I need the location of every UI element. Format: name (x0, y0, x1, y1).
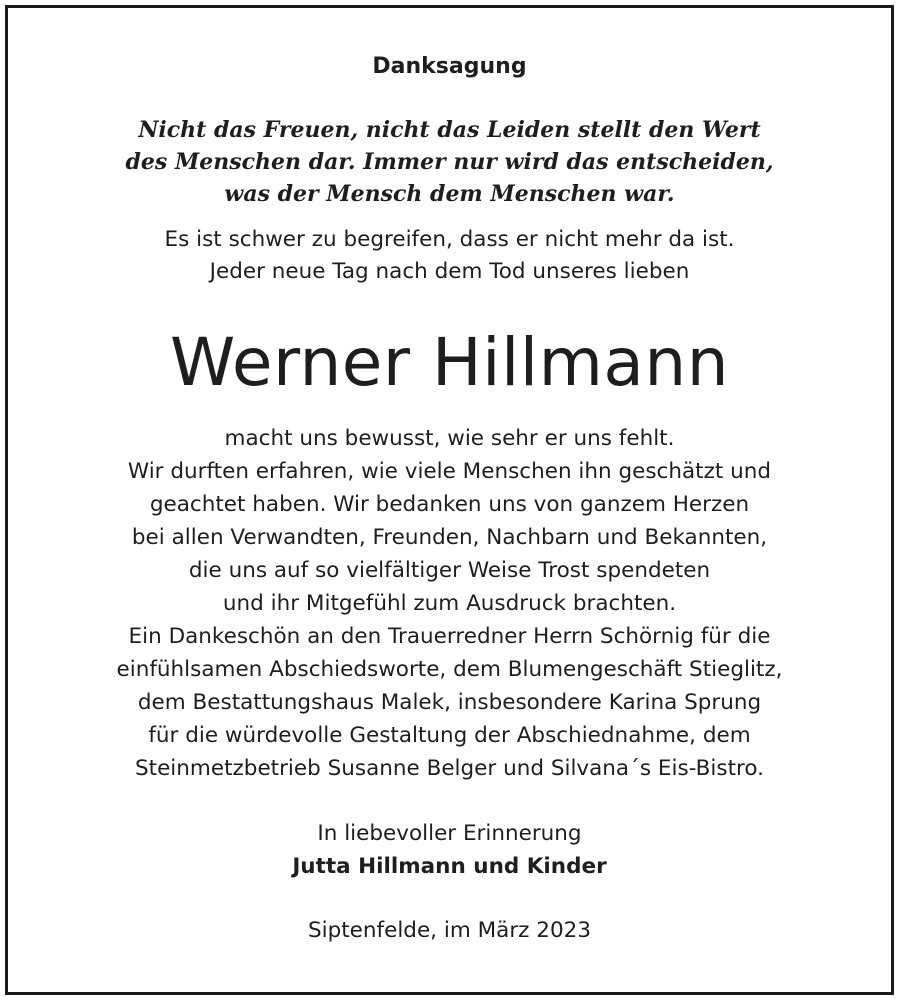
body-line: bei allen Verwandten, Freunden, Nachbarn und Bekannten, (131, 525, 768, 550)
intro-line: Jeder neue Tag nach dem Tod unseres lieben (209, 259, 690, 284)
body-line: einfühlsamen Abschiedsworte, dem Blumengeschäft Stieglitz, (116, 657, 783, 682)
signature: Jutta Hillmann und Kinder (292, 854, 607, 879)
body-line: Wir durften erfahren, wie viele Menschen ihn geschätzt und (127, 459, 772, 484)
body-line: Steinmetzbetrieb Susanne Belger und Silvana´s Eis-Bistro. (135, 756, 764, 781)
quote-line: Nicht das Freuen, nicht das Leiden stellt den Wert (138, 117, 761, 143)
body-line: geachtet haben. Wir bedanken uns von ganzem Herzen (149, 492, 750, 517)
body-line: Ein Dankeschön an den Trauerredner Herrn Schörnig für die (128, 624, 771, 649)
place-date: Siptenfelde, im März 2023 (307, 918, 592, 943)
body-line: und ihr Mitgefühl zum Ausdruck brachten. (222, 591, 677, 616)
body-line: macht uns bewusst, wie sehr er uns fehlt. (224, 426, 675, 451)
intro-line: Es ist schwer zu begreifen, dass er nicht mehr da ist. (164, 227, 735, 252)
body-line: dem Bestattungshaus Malek, insbesondere Karina Sprung (137, 690, 762, 715)
body-line: die uns auf so vielfältiger Weise Trost spendeten (188, 558, 711, 583)
closing-phrase: In liebevoller Erinnerung (317, 821, 582, 846)
notice-heading: Danksagung (372, 54, 527, 79)
quote-line: was der Mensch dem Menschen war. (224, 181, 675, 207)
deceased-name: Werner Hillmann (169, 324, 730, 401)
body-line: für die würdevolle Gestaltung der Abschiednahme, dem (148, 723, 751, 748)
quote-line: des Menschen dar. Immer nur wird das entscheiden, (125, 149, 774, 175)
